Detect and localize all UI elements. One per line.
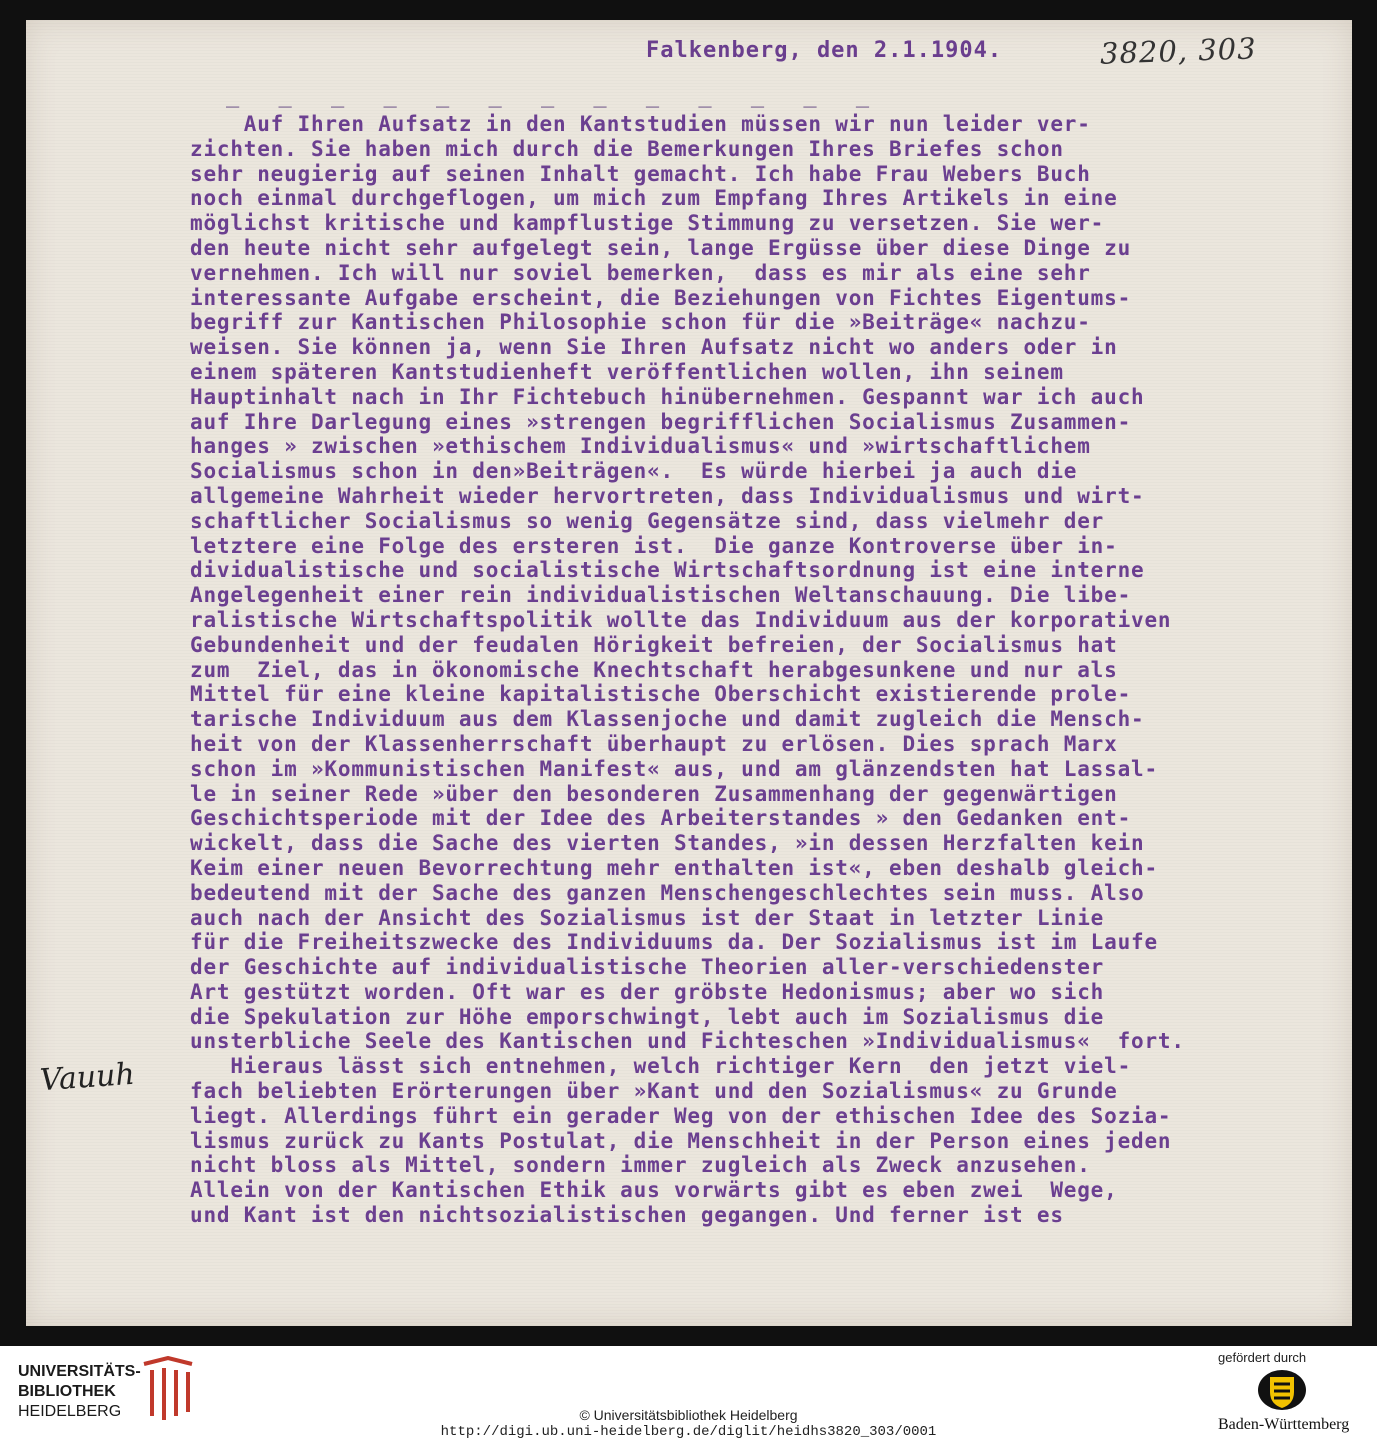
text-line: allgemeine Wahrheit wieder hervortreten, dass Individualismus und wirt- xyxy=(190,483,1145,508)
text-line: und Kant ist den nichtsozialistischen gegangen. Und ferner ist es xyxy=(190,1203,1064,1228)
text-line: schaftlicher Socialismus so wenig Gegensätze sind, dass vielmehr der xyxy=(190,508,1105,533)
text-line: wickelt, dass die Sache des vierten Standes, »in dessen Herzfalten kein xyxy=(190,831,1145,856)
separator-line: _ _ _ _ _ _ _ _ _ _ _ _ _ xyxy=(226,83,883,108)
letter-body xyxy=(190,112,1350,1228)
text-line: noch einmal durchgeflogen, um mich zum Empfang Ihres Artikels in eine xyxy=(190,186,1118,211)
coat-of-arms-icon xyxy=(1256,1368,1308,1412)
text-line: Keim einer neuen Bevorrechtung mehr enthalten ist«, eben deshalb gleich- xyxy=(190,855,1158,880)
text-line: Socialismus schon in den»Beiträgen«. Es würde hierbei ja auch die xyxy=(190,459,1078,484)
text-line: zum Ziel, das in ökonomische Knechtschaft herabgesunkene und nur als xyxy=(190,657,1118,682)
text-line: dividualistische und socialistische Wirtschaftsordnung ist eine interne xyxy=(190,558,1145,583)
text-line: der Geschichte auf individualistische Theorien aller-verschiedenster xyxy=(190,955,1105,980)
text-line: zichten. Sie haben mich durch die Bemerkungen Ihres Briefes schon xyxy=(190,136,1064,161)
text-line: heit von der Klassenherrschaft überhaupt zu erlösen. Dies sprach Marx xyxy=(190,731,1118,756)
text-line: Auf Ihren Aufsatz in den Kantstudien müssen wir nun leider ver- xyxy=(190,112,1091,136)
text-line: auf Ihre Darlegung eines »strengen begrifflichen Socialismus Zusammen- xyxy=(190,409,1132,434)
text-line: letztere eine Folge des ersteren ist. Die ganze Kontroverse über in- xyxy=(190,533,1118,558)
text-line: lismus zurück zu Kants Postulat, die Menschheit in der Person eines jeden xyxy=(190,1128,1172,1153)
text-line: auch nach der Ansicht des Sozialismus ist der Staat in letzter Linie xyxy=(190,905,1105,930)
permalink-url[interactable]: http://digi.ub.uni-heidelberg.de/diglit/heidhs3820_303/0001 xyxy=(440,1424,937,1440)
place-date: Falkenberg, den 2.1.1904. xyxy=(646,38,1003,63)
text-line: unsterbliche Seele des Kantischen und Fichteschen »Individualismus« fort. xyxy=(190,1029,1185,1054)
text-line: hanges » zwischen »ethischem Individualismus« und »wirtschaftlichem xyxy=(190,434,1091,459)
library-name-line1: UNIVERSITÄTS- xyxy=(18,1363,141,1380)
text-line: Gebundenheit und der feudalen Hörigkeit befreien, der Socialismus hat xyxy=(190,632,1118,657)
text-line: Geschichtsperiode mit der Idee des Arbeiterstandes » den Gedanken ent- xyxy=(190,806,1132,831)
text-line: interessante Aufgabe erscheint, die Beziehungen von Fichtes Eigentums- xyxy=(190,285,1132,310)
footer-bar xyxy=(0,1346,1377,1442)
text-line: weisen. Sie können ja, wenn Sie Ihren Aufsatz nicht wo anders oder in xyxy=(190,335,1118,360)
text-line: einem späteren Kantstudienheft veröffentlichen wollen, ihn seinem xyxy=(190,359,1064,384)
copyright-text: © Universitätsbibliothek Heidelberg xyxy=(579,1407,798,1423)
text-line: Mittel für eine kleine kapitalistische Oberschicht existierende prole- xyxy=(190,682,1132,707)
text-line: nicht bloss als Mittel, sondern immer zugleich als Zweck anzusehen. xyxy=(190,1153,1091,1178)
handwritten-margin-note: Vauuh xyxy=(38,1056,136,1099)
text-line: fach beliebten Erörterungen über »Kant und den Sozialismus« zu Grunde xyxy=(190,1079,1118,1104)
text-line: bedeutend mit der Sache des ganzen Menschengeschlechtes sein muss. Also xyxy=(190,880,1145,905)
text-line: Angelegenheit einer rein individualistischen Weltanschauung. Die libe- xyxy=(190,583,1132,608)
text-line: Hieraus lässt sich entnehmen, welch richtiger Kern den jetzt viel- xyxy=(190,1054,1132,1079)
text-line: möglichst kritische und kampflustige Stimmung zu versetzen. Sie wer- xyxy=(190,211,1105,236)
funded-by-label: gefördert durch xyxy=(1218,1350,1307,1365)
text-line: le in seiner Rede »über den besonderen Zusammenhang der gegenwärtigen xyxy=(190,781,1118,806)
text-line: Allein von der Kantischen Ethik aus vorwärts gibt es eben zwei Wege, xyxy=(190,1178,1118,1203)
text-line: tarische Individuum aus dem Klassenjoche und damit zugleich die Mensch- xyxy=(190,707,1145,732)
text-line: schon im »Kommunistischen Manifest« aus, und am glänzendsten hat Lassal- xyxy=(190,756,1158,781)
text-line: liegt. Allerdings führt ein gerader Weg von der ethischen Idee des Sozia- xyxy=(190,1103,1172,1128)
library-name-line2: BIBLIOTHEK xyxy=(18,1383,116,1400)
text-line: ralistische Wirtschaftspolitik wollte das Individuum aus der korporativen xyxy=(190,607,1172,632)
sponsor-name: Baden-Württemberg xyxy=(1218,1416,1350,1433)
library-name-line3: HEIDELBERG xyxy=(18,1403,122,1420)
text-line: sehr neugierig auf seinen Inhalt gemacht. Ich habe Frau Webers Buch xyxy=(190,161,1091,186)
text-line: vernehmen. Ich will nur soviel bemerken, dass es mir als eine sehr xyxy=(190,260,1091,285)
text-line: die Spekulation zur Höhe emporschwingt, lebt auch im Sozialismus die xyxy=(190,1004,1105,1029)
archive-number: 3820, 303 xyxy=(1099,31,1258,71)
text-line: begriff zur Kantischen Philosophie schon für die »Beiträge« nachzu- xyxy=(190,310,1091,335)
text-line: den heute nicht sehr aufgelegt sein, lange Ergüsse über diese Dinge zu xyxy=(190,235,1132,260)
text-line: Art gestützt worden. Oft war es der gröbste Hedonismus; aber wo sich xyxy=(190,979,1105,1004)
text-line: für die Freiheitszwecke des Individuums da. Der Sozialismus ist im Laufe xyxy=(190,930,1158,955)
text-line: Hauptinhalt nach in Ihr Fichtebuch hinübernehmen. Gespannt war ich auch xyxy=(190,384,1145,409)
